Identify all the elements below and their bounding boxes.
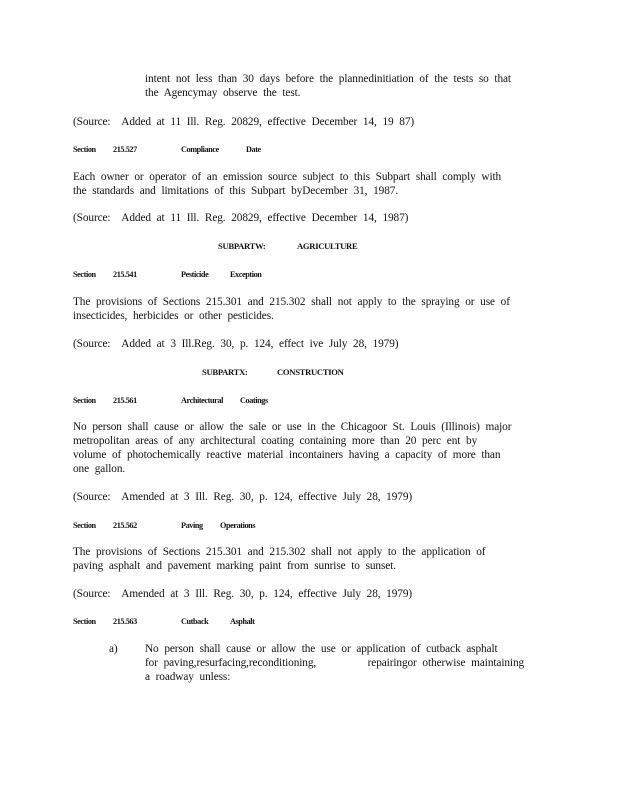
section-561-body-3 <box>73 449 500 462</box>
subpart-title: AGRICULTURE <box>297 241 358 251</box>
item-a-text-2 <box>145 657 525 670</box>
body-line: The provisions of Sections 215.301 and 215.302 shall not apply to the spraying or use of <box>73 296 510 308</box>
section-562-body <box>73 546 486 559</box>
item-a-text-end <box>145 671 230 684</box>
section-562-body-end <box>73 560 396 573</box>
section-title-a: Compliance <box>181 145 219 154</box>
section-number: 215.563 <box>113 617 137 626</box>
section-title-a: Cutback <box>181 617 209 626</box>
section-number: 215.527 <box>113 145 137 154</box>
subpart-label: SUBPARTW: <box>218 241 266 251</box>
item-a-marker: a) <box>109 643 118 655</box>
item-a-text <box>145 643 498 656</box>
section-527-body <box>73 171 502 184</box>
intro-paragraph-end <box>145 87 300 100</box>
item-line: a roadway unless: <box>145 671 231 683</box>
body-line: insecticides, herbicides or other pesticides. <box>73 310 274 322</box>
body-line: volume of photochemically reactive material incontainers having a capacity of more than <box>73 449 501 461</box>
section-title-a: Pesticide <box>181 270 209 279</box>
section-number: 215.541 <box>113 270 137 279</box>
section-label: Section <box>73 270 96 279</box>
body-line: paving asphalt and pavement marking paint from sunrise to sunset. <box>73 560 396 572</box>
source-note-5: (Source: Amended at 3 Ill. Reg. 30, p. 124, effective July 28, 1979) <box>73 588 413 600</box>
section-label: Section <box>73 521 96 530</box>
intro-line-1: intent not less than 30 days before the plannedinitiation of the tests so that <box>145 73 511 85</box>
body-line: Each owner or operator of an emission source subject to this Subpart shall comply with <box>73 171 502 183</box>
intro-line-2: the Agencymay observe the test. <box>145 87 301 99</box>
body-line: The provisions of Sections 215.301 and 215.302 shall not apply to the application of <box>73 546 486 558</box>
section-label: Section <box>73 396 96 405</box>
section-label: Section <box>73 145 96 154</box>
source-note-4: (Source: Amended at 3 Ill. Reg. 30, p. 124, effective July 28, 1979) <box>73 491 413 503</box>
section-527-body-end <box>73 185 398 198</box>
section-541-body <box>73 296 510 309</box>
section-label: Section <box>73 617 96 626</box>
source-note-2: (Source: Added at 11 Ill. Reg. 20829, effective December 14, 1987) <box>73 212 409 224</box>
source-note-1: (Source: Added at 11 Ill. Reg. 20829, effective December 14, 19 87) <box>73 116 415 128</box>
item-line: No person shall cause or allow the use or application of cutback asphalt <box>145 643 498 655</box>
body-line: the standards and limitations of this Subpart byDecember 31, 1987. <box>73 185 399 197</box>
body-line: one gallon. <box>73 463 126 475</box>
subpart-w-heading <box>218 241 358 251</box>
section-561-body-2 <box>73 435 478 448</box>
item-line: for paving,resurfacing,reconditioning, repairingor otherwise maintaining <box>145 657 525 669</box>
body-line: No person shall cause or allow the sale or use in the Chicagoor St. Louis (Illinois) major <box>73 421 512 433</box>
section-title-a: Paving <box>181 521 203 530</box>
subpart-title: CONSTRUCTION <box>277 367 344 377</box>
section-number: 215.561 <box>113 396 137 405</box>
section-561-body <box>73 421 512 434</box>
intro-paragraph <box>145 73 511 86</box>
section-title-a: Architectural <box>181 396 223 405</box>
section-title-b: Asphalt <box>230 617 255 626</box>
section-title-b: Operations <box>220 521 256 530</box>
section-number: 215.562 <box>113 521 137 530</box>
section-title-b: Exception <box>230 270 262 279</box>
section-title-b: Date <box>246 145 261 154</box>
section-541-body-end <box>73 310 274 323</box>
body-line: metropolitan areas of any architectural coating containing more than 20 perc ent by <box>73 435 478 447</box>
section-561-body-end <box>73 463 125 476</box>
subpart-x-heading <box>202 367 344 377</box>
source-note-3: (Source: Added at 3 Ill.Reg. 30, p. 124, effect ive July 28, 1979) <box>73 338 399 350</box>
subpart-label: SUBPARTX: <box>202 367 248 377</box>
section-title-b: Coatings <box>240 396 268 405</box>
